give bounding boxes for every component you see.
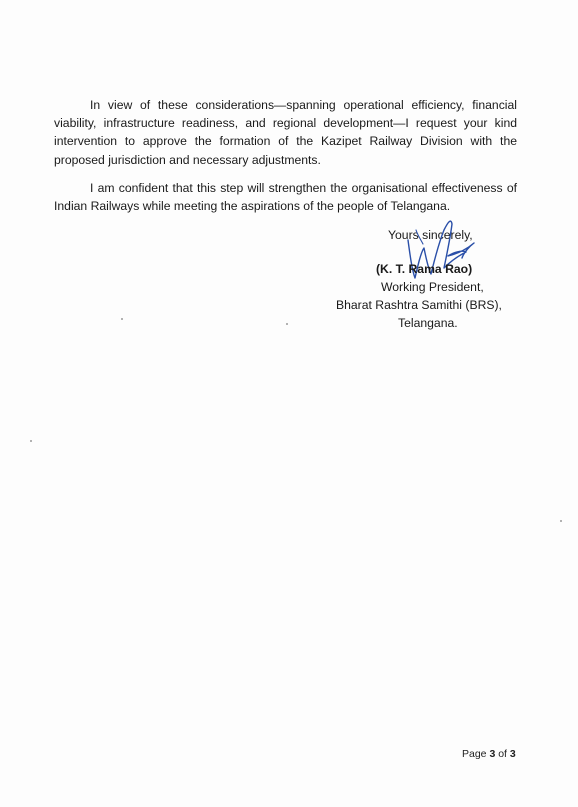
closing-salutation: Yours sincerely,	[388, 228, 473, 242]
paragraph-2-text: I am confident that this step will strengthen the organisational effectiveness of Indian Railways while meeting the aspirations of the people of Telangana.	[54, 181, 517, 214]
scan-speck	[30, 440, 32, 442]
total-pages: 3	[509, 748, 516, 760]
signatory-name: (K. T. Rama Rao)	[376, 262, 473, 276]
scan-speck	[121, 318, 123, 320]
paragraph-1-text: In view of these considerations—spanning operational efficiency, financial viability, infrastructure readiness, and regional development—I request your kind intervention to approve the formation of the Kazipet Railway Division with the proposed jurisdiction and necessary adjustments.	[54, 98, 517, 167]
body-paragraph-1	[54, 96, 517, 169]
signatory-organization: Bharat Rashtra Samithi (BRS),	[336, 298, 502, 312]
of-label: of	[498, 748, 507, 760]
signatory-title: Working President,	[381, 280, 484, 294]
current-page: 3	[489, 748, 496, 760]
scan-speck	[560, 520, 562, 522]
page-label: Page	[462, 748, 487, 760]
scan-speck	[286, 323, 288, 325]
page-number	[462, 748, 516, 760]
signatory-state: Telangana.	[398, 316, 458, 330]
body-paragraph-2	[54, 179, 517, 215]
